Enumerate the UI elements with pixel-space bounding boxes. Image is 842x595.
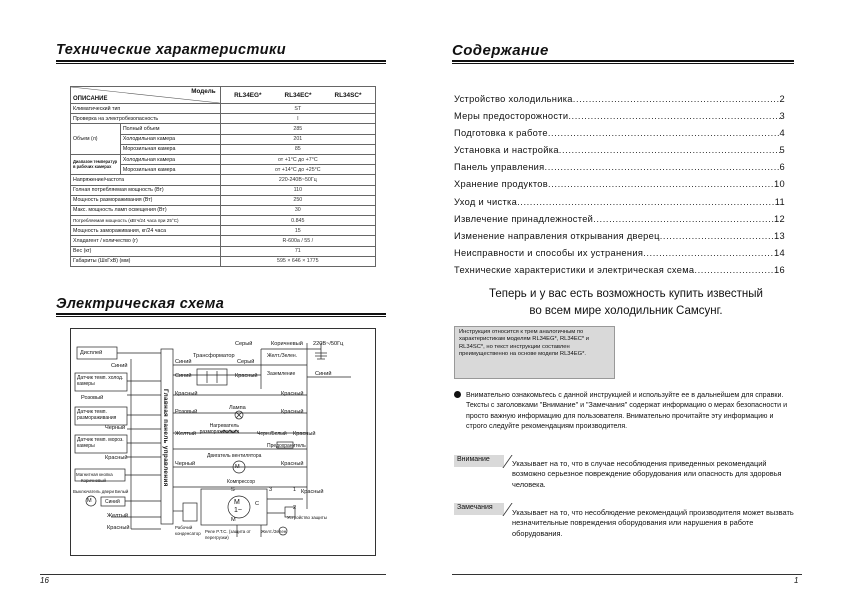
row-label: Напряжение/частота <box>71 175 221 185</box>
warning-text: Указывает на то, что в случае несоблюдения приведенных рекомендаций возможно серьезное повреждение оборудования или опасность для здоровья человека. <box>512 459 782 489</box>
wire-color-label: Черный <box>175 461 196 467</box>
wire-color-label: Синий <box>111 363 128 369</box>
table-row <box>71 216 376 226</box>
toc-leader <box>568 111 779 121</box>
specs-table <box>70 86 376 267</box>
toc-leader <box>660 231 774 241</box>
fuse-label: Предохранитель <box>267 443 306 449</box>
page-number: 16 <box>40 576 49 585</box>
table-row <box>71 175 376 185</box>
wire-color-label: Черный <box>105 425 126 431</box>
bullet-paragraph <box>454 390 794 432</box>
toc-item[interactable] <box>454 179 785 196</box>
wire-color-label: Белый <box>115 489 129 494</box>
wire-color-label: Синий <box>105 499 120 505</box>
contents-heading-rule <box>452 60 794 62</box>
table-row <box>71 205 376 215</box>
footer-rule <box>40 574 386 575</box>
toc-leader <box>694 265 774 275</box>
table-row <box>71 124 376 134</box>
row-label: Проверка на электробезопасность <box>71 114 221 124</box>
bullet-icon <box>454 391 461 398</box>
toc-item[interactable] <box>454 265 785 282</box>
wire-color-label: Желт./Зелен. <box>261 529 288 534</box>
promo-text <box>461 286 791 320</box>
toc-title: Установка и настройка <box>454 145 559 156</box>
row-sub-label: Морозильная камера <box>120 144 220 154</box>
toc-title: Изменение направления открывания дверец <box>454 230 660 241</box>
wire-color-label: Красный <box>293 431 316 437</box>
model-label: Модель <box>191 88 216 95</box>
terminal-1-label: 1 <box>293 487 297 493</box>
fan-motor-m-label: M <box>235 464 240 470</box>
toc-item[interactable] <box>454 231 785 248</box>
wire-color-label: Красный <box>281 461 304 467</box>
toc-title: Подготовка к работе <box>454 128 548 139</box>
table-row <box>71 256 376 266</box>
schema-heading-rule-thin <box>56 316 386 317</box>
right-page <box>421 0 842 595</box>
row-value: 85 <box>220 144 375 154</box>
specs-heading-rule <box>56 60 386 62</box>
toc-leader <box>548 128 780 138</box>
wire-color-label: Коричневый <box>81 478 106 483</box>
lamp-label: Лампа <box>229 405 246 411</box>
table-row <box>71 246 376 256</box>
page-number: 1 <box>794 576 799 585</box>
ground-label: Заземление <box>267 371 296 377</box>
row-value: 0.845 <box>220 216 375 226</box>
info-box: Инструкция относится к трем аналогичным по характеристикам моделям RL34EG*, RL34EC* и RL34SC*, но текст инструкции составлен преимущественно на основе модели RL34EG*. <box>454 326 615 379</box>
note-text: Указывает на то, что несоблюдение рекомендаций производителя может вызвать незначительные повреждения оборудования или нарушения в работе оборудования. <box>512 508 794 538</box>
row-value: 201 <box>220 134 375 144</box>
toc-leader <box>573 94 780 104</box>
row-value: 595 × 646 × 1775 <box>220 256 375 266</box>
description-label: ОПИСАНИЕ <box>73 96 108 102</box>
mains-label: 220В~/50Гц <box>313 341 344 347</box>
row-group-label: Объем (л) <box>71 124 121 155</box>
row-value: 71 <box>220 246 375 256</box>
terminal-m-label: M <box>231 517 236 523</box>
specs-header-diag-cell <box>71 87 221 104</box>
wire-color-label: Красный <box>105 455 128 461</box>
wire-color-label: Красный <box>281 409 304 415</box>
model-name: RL34EC* <box>284 91 312 99</box>
table-row <box>71 104 376 114</box>
wire-color-label: Серый <box>237 359 255 365</box>
relay-label: Реле P.T.C. (защита от перегрузки) <box>205 529 251 540</box>
toc-page: 5 <box>779 145 785 156</box>
compressor-1ph-label: 1~ <box>234 507 242 514</box>
row-sub-label: Полный объем <box>120 124 220 134</box>
model-name: RL34EG* <box>234 91 262 99</box>
row-label: Вес (кг) <box>71 246 221 256</box>
wire-color-label: Синий <box>175 359 192 365</box>
wire-color-label: Черн./Белый <box>257 431 287 437</box>
sensor-fridge-label: Датчик темп. холод. камеры <box>77 375 124 387</box>
promo-line: во всем мире холодильник Самсунг. <box>529 305 723 317</box>
wire-color-label: Красный <box>301 489 324 495</box>
row-sub-label: Холодильная камера <box>120 154 220 164</box>
contents-heading-rule-thin <box>452 63 794 64</box>
terminal-c-label: C <box>255 501 260 507</box>
wire-color-label: Красный <box>107 525 130 531</box>
toc-item[interactable] <box>454 128 785 145</box>
work-capacitor-label: Рабочий конденсатор <box>175 525 201 536</box>
row-label: Габариты (ШхГхВ) (мм) <box>71 256 221 266</box>
toc-item[interactable] <box>454 162 785 179</box>
wire-color-label: Синий <box>315 371 332 377</box>
wire-color-label: Желтый <box>107 513 128 519</box>
wire-color-label: Коричневый <box>271 341 303 347</box>
specs-heading-rule-thin <box>56 63 386 64</box>
compressor-label: Компрессор <box>227 479 256 485</box>
sensor-freezer-label: Датчик темп. мороз. камеры <box>77 437 124 449</box>
compressor-m-label: M <box>234 499 240 506</box>
toc-page: 16 <box>774 264 785 275</box>
wire-color-label: Желт./Зелен. <box>267 353 298 359</box>
row-group-label: Диапазон температур в рабочих камерах <box>71 154 121 174</box>
wire-color-label: Синий <box>175 373 192 379</box>
wire-color-label: Красный <box>281 391 304 397</box>
schema-heading: Электрическая схема <box>56 296 225 312</box>
row-label: Потребляемая мощность (кВтч/24 часа при 25°C) <box>71 216 221 226</box>
models-cell <box>220 87 375 104</box>
table-row <box>71 195 376 205</box>
row-label: Хладагент / количество (г) <box>71 236 221 246</box>
toc-item[interactable] <box>454 94 785 111</box>
toc-item[interactable] <box>454 145 785 162</box>
toc-title: Панель управления <box>454 162 545 173</box>
table-row <box>71 236 376 246</box>
schema-heading-rule <box>56 313 386 315</box>
note-tag: Замечания <box>454 503 504 515</box>
wire-color-label: Розовый <box>81 395 104 401</box>
table-row <box>71 154 376 164</box>
table-row <box>71 114 376 124</box>
toc-title: Уход и чистка <box>454 196 518 207</box>
transformer-label: Трансформатор <box>193 353 235 359</box>
contents-heading: Содержание <box>452 42 549 59</box>
row-label: Климатический тип <box>71 104 221 114</box>
row-value: 15 <box>220 226 375 236</box>
terminal-3-label: 3 <box>269 487 273 493</box>
toc-title: Неисправности и способы их устранения <box>454 247 644 258</box>
terminal-s-label: S <box>231 487 235 493</box>
main-panel-label: Главная панель управления <box>162 389 169 487</box>
protection-label: Устройство защиты <box>287 515 327 520</box>
toc-leader <box>593 214 774 224</box>
row-value: R-600a / 55 / <box>220 236 375 246</box>
display-label: Дисплей <box>80 350 103 356</box>
table-row <box>71 185 376 195</box>
row-value: I <box>220 114 375 124</box>
specs-header-row <box>71 87 376 104</box>
toc-page: 3 <box>779 111 785 122</box>
toc-title: Хранение продуктов <box>454 179 549 190</box>
promo-line: Теперь и у вас есть возможность купить известный <box>489 288 763 300</box>
warning-tag: Внимание <box>454 455 504 467</box>
toc-title: Устройство холодильника <box>454 94 573 104</box>
door-switch-label: Выключатель двери <box>73 489 114 494</box>
specs-heading: Технические характеристики <box>56 42 287 58</box>
motor-m-label: M <box>87 498 92 504</box>
toc-item[interactable] <box>454 111 785 128</box>
row-label: Мощность замораживания, кг/24 часа <box>71 226 221 236</box>
fan-motor-label: Двигатель вентилятора <box>207 453 262 459</box>
toc-page: 6 <box>779 162 785 173</box>
toc-item[interactable] <box>454 214 785 231</box>
toc-title: Меры предосторожности <box>454 111 569 122</box>
wire-color-label: Розовый <box>175 409 198 415</box>
toc-page: 14 <box>774 247 785 258</box>
table-of-contents <box>454 94 785 282</box>
toc-title: Технические характеристики и электрическая схема <box>454 264 695 275</box>
toc-leader <box>643 248 774 258</box>
row-sub-label: Морозильная камера <box>120 165 220 175</box>
row-value: 285 <box>220 124 375 134</box>
row-label: Голная потребляемая мощность (Вт) <box>71 185 221 195</box>
toc-leader <box>548 179 774 189</box>
toc-page: 13 <box>774 230 785 241</box>
row-label: Мощность размораживания (Вт) <box>71 195 221 205</box>
heater-label: Нагреватель размораживания <box>199 423 239 435</box>
magnet-button-label: Магнитная кнопка <box>76 472 113 477</box>
toc-item[interactable] <box>454 197 785 214</box>
wire-color-label: Желтый <box>175 431 196 437</box>
toc-title: Извлечение принадлежностей <box>454 213 594 224</box>
row-label: Макс. мощность ламп освещения (Вт) <box>71 205 221 215</box>
bullet-text: Внимательно ознакомьтесь с данной инструкцией и используйте ее в дальнейшем для справки. Тексты с заголовками "Внимание" и "Замечания" содержат информацию о мерах безопасности и просто важную информацию для пользователя. Внимательно прочитайте эту информацию и строго следуйте рекомендациям производителя. <box>466 391 788 431</box>
footer-rule <box>452 574 802 575</box>
row-value: 110 <box>220 185 375 195</box>
toc-page: 12 <box>774 213 785 224</box>
wire-color-label: Серый <box>235 341 253 347</box>
wiring-diagram <box>70 328 376 556</box>
row-value: от +14°C до +25°C <box>220 165 375 175</box>
wire-color-label: Красный <box>235 373 258 379</box>
toc-page: 2 <box>779 94 785 104</box>
wire-color-label: Красный <box>175 391 198 397</box>
toc-item[interactable] <box>454 248 785 265</box>
toc-page: 10 <box>774 179 785 190</box>
row-sub-label: Холодильная камера <box>120 134 220 144</box>
row-value: 220-240В~50Гц <box>220 175 375 185</box>
model-name: RL34SC* <box>334 91 362 99</box>
table-row <box>71 226 376 236</box>
toc-page: 11 <box>774 196 785 207</box>
toc-leader <box>517 197 775 207</box>
row-value: ST <box>220 104 375 114</box>
toc-leader <box>545 162 780 172</box>
row-value: 250 <box>220 195 375 205</box>
toc-page: 4 <box>779 128 785 139</box>
row-value: от +1°C до +7°C <box>220 154 375 164</box>
sensor-defrost-label: Датчик темп. размораживания <box>77 409 117 421</box>
toc-leader <box>559 145 780 155</box>
row-value: 30 <box>220 205 375 215</box>
terminal-2-label: 2 <box>293 505 297 511</box>
